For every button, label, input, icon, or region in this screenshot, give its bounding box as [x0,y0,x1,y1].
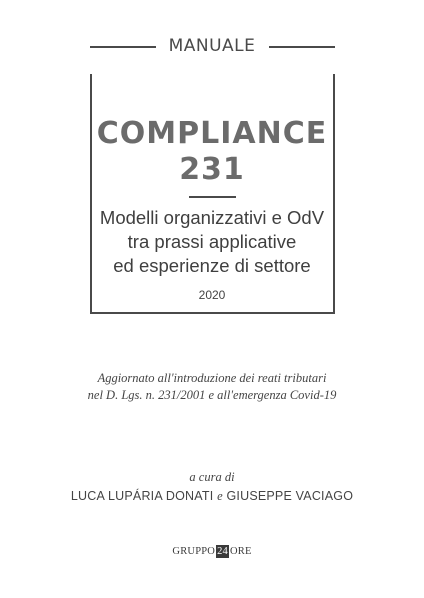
title-line-2: 231 [179,152,245,187]
author-conjunction: e [217,489,223,503]
subtitle-line-3: ed esperienze di settore [113,255,311,276]
publisher-logo-text: GRUPPO 24 ORE [172,546,252,557]
title-divider [189,196,236,198]
subtitle-line-2: tra prassi applicative [127,231,297,252]
update-note-line-2: nel D. Lgs. n. 231/2001 e all'emergenza Covid-19 [87,388,337,402]
subtitle-line-1: Modelli organizzativi e OdV [99,207,325,228]
series-rule-right [269,46,335,48]
frame-right [333,74,335,314]
publisher-logo-mark: 24 [217,546,228,557]
curator-label: a cura di [189,470,235,484]
author-2: GIUSEPPE VACIAGO [226,489,354,503]
subtitle [0,206,424,278]
frame-bottom [90,312,335,314]
series-label: MANUALE [168,36,256,56]
authors [0,489,424,504]
update-note-line-1: Aggiornato all'introduzione dei reati tributari [97,371,327,385]
publisher-logo [0,545,424,558]
edition-year: 2020 [198,288,226,302]
author-1: LUCA LUPÁRIA DONATI [70,489,214,503]
frame-left [90,74,92,314]
title-line-1: COMPLIANCE [96,116,328,151]
update-note [0,370,424,404]
